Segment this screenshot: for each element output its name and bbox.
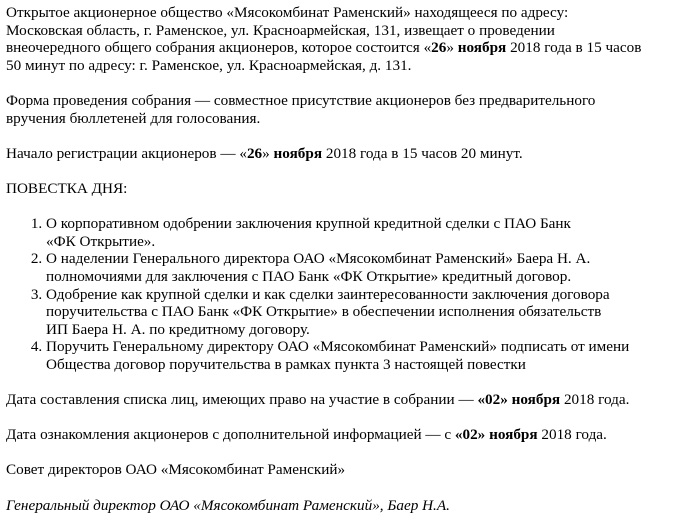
form-line-2: вручения бюллетеней для голосования. <box>6 109 261 127</box>
agenda-item-3-line-2: поручительства с ПАО Банк «ФК Открытие» в обеспечении исполнения обязательств <box>46 303 602 321</box>
agenda-item-4-line-2: Общества договор поручительства в рамках пункта 3 настоящей повестки <box>46 355 526 373</box>
agenda-item-2 <box>46 250 676 285</box>
registration-paragraph <box>6 145 676 163</box>
agenda-item-2-line-1: О наделении Генерального директора ОАО «Мясокомбинат Раменский» Баера Н. А. <box>46 250 591 268</box>
intro-line-3-year: 2018 года в 15 часов <box>506 39 642 57</box>
registration-month: ноября <box>273 144 323 162</box>
intro-line-4: 50 минут по адресу: г. Раменское, ул. Красноармейская, д. 131. <box>6 56 412 74</box>
intro-line-2: Московская область, г. Раменское, ул. Красноармейская, 131, извещает о проведении <box>6 21 555 39</box>
intro-paragraph <box>6 4 676 74</box>
agenda-item-4-line-1: Поручить Генеральному директору ОАО «Мясокомбинат Раменский» подписать от имени <box>46 338 630 356</box>
intro-line-3 <box>6 39 641 56</box>
agenda-item-1-line-1: О корпоративном одобрении заключения крупной кредитной сделки с ПАО Банк <box>46 215 571 233</box>
info-review-date <box>6 426 676 444</box>
meeting-form-paragraph <box>6 92 676 127</box>
list-date-year: 2018 года. <box>560 391 630 409</box>
intro-line-3-quote: » <box>446 39 458 57</box>
info-date-text: Дата ознакомления акционеров с дополнительной информацией — с <box>6 426 455 444</box>
list-date-month: ноября <box>511 391 561 409</box>
meeting-date-month: ноября <box>457 39 507 57</box>
list-date-text: Дата составления списка лиц, имеющих право на участие в собрании — <box>6 391 478 409</box>
intro-line-1: Открытое акционерное общество «Мясокомбинат Раменский» находящееся по адресу: <box>6 4 569 21</box>
agenda-item-3 <box>46 286 676 339</box>
registration-time: 2018 года в 15 часов 20 минут. <box>322 144 523 162</box>
registration-text: Начало регистрации акционеров — « <box>6 144 247 162</box>
intro-line-3-text: внеочередного общего собрания акционеров, которое состоится « <box>6 39 432 57</box>
board-of-directors: Совет директоров ОАО «Мясокомбинат Раменский» <box>6 461 346 479</box>
meeting-date-day: 26 <box>431 39 447 57</box>
agenda-item-1 <box>46 215 676 250</box>
list-date-day: «02» <box>477 391 508 409</box>
agenda-item-1-line-2: «ФК Открытие». <box>46 232 156 250</box>
signature-line: Генеральный директор ОАО «Мясокомбинат Раменский», Баер Н.А. <box>6 496 450 514</box>
form-line-1: Форма проведения собрания — совместное присутствие акционеров без предварительного <box>6 91 596 109</box>
registration-quote: » <box>262 144 274 162</box>
agenda-item-2-line-2: полномочиями для заключения с ПАО Банк «ФК Открытие» кредитный договор. <box>46 267 572 285</box>
shareholder-list-date <box>6 391 676 409</box>
agenda-list <box>6 215 676 373</box>
info-date-month: ноября <box>489 426 538 444</box>
info-date-year: 2018 года. <box>537 426 607 444</box>
info-date-day: «02» <box>454 426 486 444</box>
agenda-heading: ПОВЕСТКА ДНЯ: <box>6 179 128 197</box>
agenda-item-4 <box>46 338 676 373</box>
agenda-item-3-line-1: Одобрение как крупной сделки и как сделки заинтересованности заключения договора <box>46 285 610 303</box>
registration-day: 26 <box>246 144 263 162</box>
agenda-item-3-line-3: ИП Баера Н. А. по кредитному договору. <box>46 320 310 338</box>
